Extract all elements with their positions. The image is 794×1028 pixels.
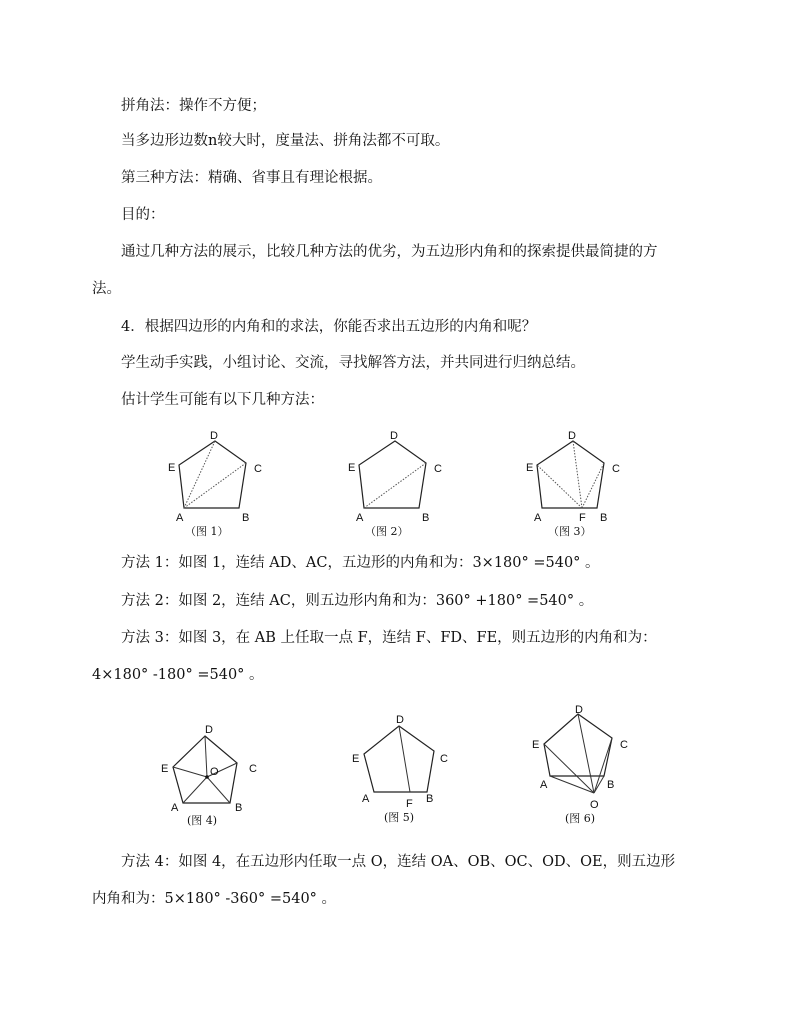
label-c: C bbox=[620, 739, 628, 751]
segment-ao bbox=[550, 776, 594, 793]
caption-figure-2: （图 2） bbox=[365, 525, 409, 538]
label-a: A bbox=[362, 793, 370, 805]
figure-6 bbox=[528, 700, 643, 830]
paragraph-6: 4．根据四边形的内角和的求法，你能否求出五边形的内角和呢？ bbox=[121, 319, 537, 335]
diagonal-ac bbox=[184, 463, 246, 508]
paragraph-5-line-1: 通过几种方法的展示，比较几种方法的优劣，为五边形内角和的探索提供最简捷的方 bbox=[121, 244, 658, 260]
label-a: A bbox=[534, 512, 542, 524]
label-a: A bbox=[540, 779, 548, 791]
method-4-line-1: 方法 4：如图 4，在五边形内任取一点 O，连结 OA、OB、OC、OD、OE，则五边形 bbox=[121, 854, 676, 870]
paragraph-7: 学生动手实践，小组讨论、交流，寻找解答方法，并共同进行归纳总结。 bbox=[121, 355, 585, 371]
figure-1 bbox=[160, 425, 270, 540]
label-b: B bbox=[235, 802, 243, 814]
label-a: A bbox=[171, 802, 179, 814]
label-f: F bbox=[579, 512, 586, 524]
label-d: D bbox=[396, 714, 404, 726]
label-a: A bbox=[176, 512, 184, 524]
segment-fd bbox=[399, 726, 410, 792]
point-o bbox=[205, 775, 209, 779]
label-b: B bbox=[600, 512, 608, 524]
method-3-line-1: 方法 3：如图 3，在 AB 上任取一点 F，连结 F、FD、FE，则五边形的内角和为： bbox=[121, 630, 657, 646]
label-e: E bbox=[161, 763, 169, 775]
paragraph-1: 拼角法：操作不方便； bbox=[121, 98, 266, 114]
label-d: D bbox=[575, 704, 583, 716]
label-f: F bbox=[406, 798, 413, 810]
label-b: B bbox=[426, 793, 434, 805]
paragraph-2: 当多边形边数n较大时，度量法、拼角法都不可取。 bbox=[121, 133, 450, 149]
paragraph-4: 目的： bbox=[121, 207, 165, 223]
method-2: 方法 2：如图 2，连结 AC，则五边形内角和为：360° +180° =540° 。 bbox=[121, 593, 594, 609]
pentagon-outline bbox=[544, 714, 612, 776]
segment-fd bbox=[573, 441, 582, 508]
paragraph-3: 第三种方法：精确、省事且有理论根据。 bbox=[121, 170, 382, 186]
label-b: B bbox=[607, 779, 615, 791]
label-a: A bbox=[356, 512, 364, 524]
segment-od bbox=[205, 736, 207, 777]
caption-figure-6: (图 6) bbox=[565, 812, 596, 825]
segment-oa bbox=[183, 777, 207, 803]
label-e: E bbox=[168, 462, 176, 474]
label-b: B bbox=[242, 512, 250, 524]
figure-5 bbox=[342, 710, 452, 830]
label-c: C bbox=[440, 753, 448, 765]
figure-2 bbox=[340, 425, 450, 540]
diagonal-ac bbox=[364, 463, 426, 508]
label-c: C bbox=[254, 463, 262, 475]
label-c: C bbox=[434, 463, 442, 475]
caption-figure-4: (图 4) bbox=[187, 814, 218, 827]
caption-figure-3: （图 3） bbox=[548, 525, 592, 538]
segment-od bbox=[578, 714, 594, 793]
paragraph-5-line-2: 法。 bbox=[92, 281, 121, 297]
label-o: O bbox=[210, 766, 219, 778]
figure-4 bbox=[155, 720, 265, 835]
label-e: E bbox=[532, 739, 540, 751]
label-b: B bbox=[422, 512, 430, 524]
label-e: E bbox=[352, 753, 360, 765]
method-4-line-2: 内角和为：5×180° -360° =540° 。 bbox=[92, 891, 337, 907]
label-e: E bbox=[348, 462, 356, 474]
pentagon-outline bbox=[359, 441, 426, 508]
label-d: D bbox=[390, 430, 398, 442]
segment-oe bbox=[173, 767, 207, 777]
label-d: D bbox=[568, 430, 576, 442]
segment-ob bbox=[207, 777, 230, 803]
paragraph-8: 估计学生可能有以下几种方法： bbox=[121, 392, 324, 408]
label-e: E bbox=[526, 462, 534, 474]
label-d: D bbox=[210, 430, 218, 442]
caption-figure-1: （图 1） bbox=[185, 525, 229, 538]
segment-fe bbox=[537, 465, 582, 508]
label-d: D bbox=[205, 724, 213, 736]
pentagon-outline bbox=[364, 726, 434, 792]
figure-3 bbox=[518, 425, 628, 540]
method-1: 方法 1：如图 1，连结 AD、AC，五边形的内角和为：3×180° =540° 。 bbox=[121, 555, 600, 571]
method-3-line-2: 4×180° -180° =540° 。 bbox=[92, 667, 264, 683]
label-c: C bbox=[612, 463, 620, 475]
segment-oe bbox=[544, 744, 594, 793]
caption-figure-5: (图 5) bbox=[384, 811, 415, 824]
pentagon-outline bbox=[179, 441, 246, 508]
label-o: O bbox=[590, 799, 599, 811]
label-c: C bbox=[249, 763, 257, 775]
